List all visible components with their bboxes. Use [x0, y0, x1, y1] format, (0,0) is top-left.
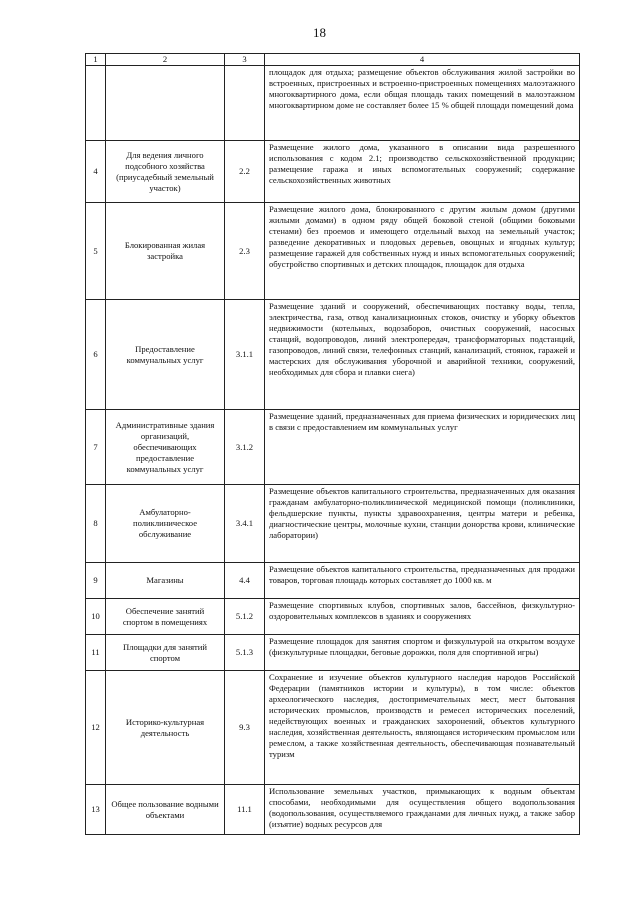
row-name: Обеспечение занятий спортом в помещениях — [106, 599, 225, 635]
row-code: 3.1.2 — [225, 410, 265, 485]
row-number: 13 — [86, 785, 106, 835]
row-name: Общее пользование водными объектами — [106, 785, 225, 835]
row-description: Сохранение и изучение объектов культурного наследия народов Российской Федерации (памятников истории и культуры), в том числе: объектов археологического наследия, достопримечательных мест, мест бытования исторических промыслов, производств и ремесел исторических поселений, недействующих военных и гражданских захоронений, объектов культурного наследия, хозяйственная деятельность, являющаяся историческим промыслом или ремеслом, а также хозяйственная деятельность, обеспечивающая познавательный туризм — [265, 671, 580, 785]
row-number: 8 — [86, 485, 106, 563]
row-name: Административные здания организаций, обеспечивающих предоставление коммунальных услуг — [106, 410, 225, 485]
row-description: площадок для отдыха; размещение объектов обслуживания жилой застройки во встроенных, пристроенных и встроенно-пристроенных помещениях малоэтажного многоквартирного дома, если общая площадь таких помещений в малоэтажном многоквартирном доме не составляет более 15 % общей площади помещений дома — [265, 66, 580, 141]
row-description: Использование земельных участков, примыкающих к водным объектам способами, необходимыми для осуществления общего водопользования (водопользования, осуществляемого гражданами для личных нужд, а также забор (изъятие) водных ресурсов для — [265, 785, 580, 835]
row-number: 7 — [86, 410, 106, 485]
row-code: 5.1.2 — [225, 599, 265, 635]
row-description: Размещение зданий, предназначенных для приема физических и юридических лиц в связи с предоставлением им коммунальных услуг — [265, 410, 580, 485]
row-name: Амбулаторно-поликлиническое обслуживание — [106, 485, 225, 563]
row-name: Предоставление коммунальных услуг — [106, 300, 225, 410]
row-code: 3.4.1 — [225, 485, 265, 563]
row-code: 11.1 — [225, 785, 265, 835]
row-description: Размещение жилого дома, блокированного с другим жилым домом (другими жилыми домами) в одном ряду общей боковой стеной (общими боковыми стенами) без проемов и имеющего отдельный выход на земельный участок; разведение декоративных и плодовых деревьев, овощных и ягодных культур; размещение гаражей для собственных нужд и иных вспомогательных сооружений; обустройство спортивных и детских площадок, площадок для отдыха — [265, 203, 580, 300]
row-description: Размещение жилого дома, указанного в описании вида разрешенного использования с кодом 2.1; производство сельскохозяйственной продукции; размещение гаража и иных вспомогательных сооружений; содержание сельскохозяйственных животных — [265, 141, 580, 203]
table-row — [86, 599, 580, 635]
table-row — [86, 563, 580, 599]
row-description: Размещение объектов капитального строительства, предназначенных для продажи товаров, торговая площадь которых составляет до 1000 кв. м — [265, 563, 580, 599]
column-header-description: 4 — [265, 54, 580, 66]
row-number: 9 — [86, 563, 106, 599]
table-header-row — [86, 54, 580, 66]
row-number: 12 — [86, 671, 106, 785]
table-row — [86, 785, 580, 835]
table-row — [86, 141, 580, 203]
row-name: Историко-культурная деятельность — [106, 671, 225, 785]
table-row — [86, 300, 580, 410]
column-header-name: 2 — [106, 54, 225, 66]
row-number: 10 — [86, 599, 106, 635]
table-row — [86, 66, 580, 141]
table-row — [86, 410, 580, 485]
row-code — [225, 66, 265, 141]
row-number — [86, 66, 106, 141]
row-number: 6 — [86, 300, 106, 410]
row-code: 2.3 — [225, 203, 265, 300]
page-number: 18 — [313, 25, 326, 40]
row-description: Размещение спортивных клубов, спортивных залов, бассейнов, физкультурно-оздоровительных комплексов в зданиях и сооружениях — [265, 599, 580, 635]
column-header-code: 3 — [225, 54, 265, 66]
row-name: Магазины — [106, 563, 225, 599]
row-code: 2.2 — [225, 141, 265, 203]
row-code: 4.4 — [225, 563, 265, 599]
table-row — [86, 635, 580, 671]
column-header-number: 1 — [86, 54, 106, 66]
land-use-table — [85, 53, 580, 835]
row-number: 4 — [86, 141, 106, 203]
row-code: 3.1.1 — [225, 300, 265, 410]
table-row — [86, 485, 580, 563]
table-row — [86, 203, 580, 300]
row-name: Для ведения личного подсобного хозяйства (приусадебный земельный участок) — [106, 141, 225, 203]
row-number: 5 — [86, 203, 106, 300]
row-code: 9.3 — [225, 671, 265, 785]
row-name: Площадки для занятий спортом — [106, 635, 225, 671]
row-code: 5.1.3 — [225, 635, 265, 671]
row-description: Размещение зданий и сооружений, обеспечивающих поставку воды, тепла, электричества, газа, отвод канализационных стоков, очистку и уборку объектов недвижимости (котельных, водозаборов, очистных сооружений, насосных станций, водопроводов, линий электропередач, трансформаторных подстанций, газопроводов, линий связи, телефонных станций, канализаций, стоянок, гаражей и мастерских для обслуживания уборочной и аварийной техники, сооружений, необходимых для сбора и плавки снега) — [265, 300, 580, 410]
row-name: Блокированная жилая застройка — [106, 203, 225, 300]
row-number: 11 — [86, 635, 106, 671]
row-description: Размещение площадок для занятия спортом и физкультурой на открытом воздухе (физкультурные площадки, беговые дорожки, поля для спортивной игры) — [265, 635, 580, 671]
row-description: Размещение объектов капитального строительства, предназначенных для оказания гражданам амбулаторно-поликлинической медицинской помощи (поликлиники, фельдшерские пункты, пункты здравоохранения, центры матери и ребенка, диагностические центры, молочные кухни, станции донорства крови, клинические лаборатории) — [265, 485, 580, 563]
row-name — [106, 66, 225, 141]
table-row — [86, 671, 580, 785]
